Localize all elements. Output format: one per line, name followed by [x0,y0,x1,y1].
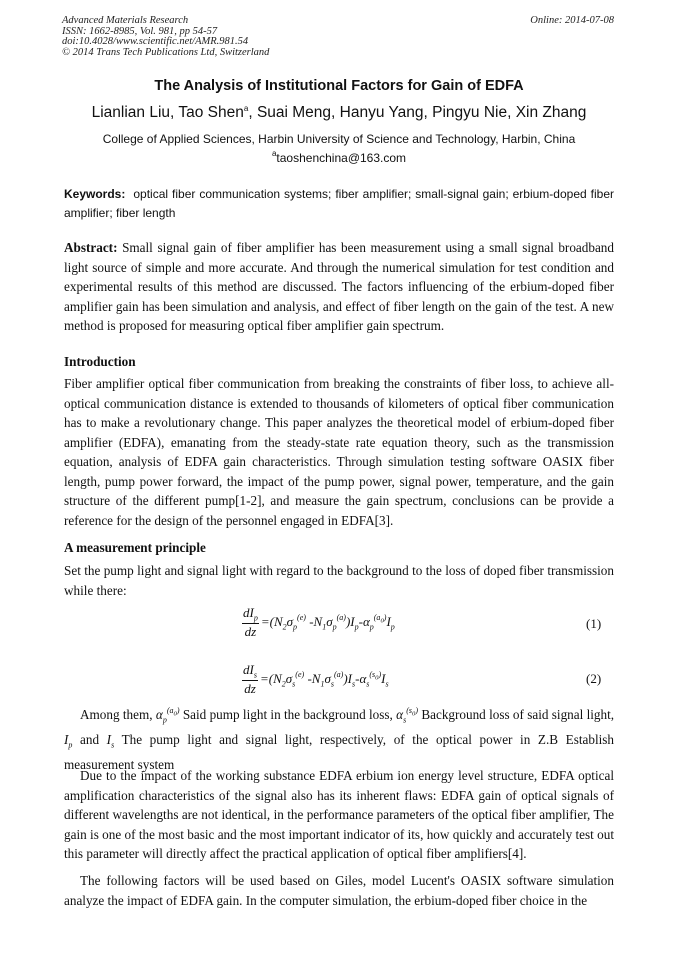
section-heading-introduction: Introduction [64,354,136,369]
keywords-text: optical fiber communication systems; fiber amplifier; small-signal gain; erbium-doped fiber amplifier; fiber length [64,187,614,220]
journal-name: Advanced Materials Research [62,15,189,26]
gain-flaws-paragraph: Due to the impact of the working substance EDFA erbium ion energy level structure, EDFA optical amplification characteristics of the signal also has its inherent flaws: EDFA gain of optical signals of different wavelengths are not identical, in the performance parameters of the optical fiber amplifier, The gain is one of the most basic and the most important indicator of its, how quickly and accurately test out this parameter will directly affect the practical application of optical fiber amplifiers[4]. [64,768,614,861]
among-and: and [80,732,100,748]
among-text-a: Among them, [80,707,153,722]
measurement-intro: Set the pump light and signal light with regard to the background to the loss of doped fiber transmission while there: [64,563,614,598]
alpha-s-symbol: $\alpha_s^{(s_0)}$ [396,706,418,725]
equation-1-number: (1) [586,616,602,631]
journal-issn: ISSN: 1662-8985, Vol. 981, pp 54-57 [62,25,218,37]
authors-part-1: Lianlian Liu, Tao Shen [91,104,244,121]
affiliation: College of Applied Sciences, Harbin University of Science and Technology, Harbin, China [102,132,576,146]
among-text-c: Background loss of said signal light, [421,707,615,722]
author-affil-mark: a [243,104,249,113]
introduction-paragraph: Fiber amplifier optical fiber communication from breaking the constraints of fiber loss, to achieve all-optical communication distance is extended to thousands of kilometers of optical fiber communication has to make a revolutionary change. This paper analyzes the theoretical model of erbium-doped fiber amplifier (EDFA), emanating from the steady-state rate equation theory, such as the transmission equation, analysis of EDFA gain characteristics. Through simulation testing software OASIX fiber length, pump power forward, the impact of the pump power, signal power, temperature, and the gain structure of the different pump[1-2], and measure the gain spectrum, conclusions can be provide a reference for the design of the personnel engaged in EDFA[3]. [64,376,614,528]
contact-email [0,151,678,165]
email-mark: a [271,149,277,158]
among-text-b: Said pump light in the background loss, [182,707,393,722]
journal-copyright: © 2014 Trans Tech Publications Ltd, Switzerland [62,46,270,58]
email-address: taoshenchina@163.com [276,151,407,165]
journal-header [62,16,269,58]
keywords-label: Keywords: [64,187,126,201]
abstract [64,238,614,336]
simulation-paragraph: The following factors will be used based on Giles, model Lucent's OASIX software simulation analyze the impact of EDFA gain. In the computer simulation, the erbium-doped fiber choice in the [64,873,614,908]
section-heading-measurement: A measurement principle [64,540,206,555]
paper-title: The Analysis of Institutional Factors for Gain of EDFA [154,78,524,94]
equation-explanation [64,705,614,775]
online-date: Online: 2014-07-08 [530,15,614,26]
is-symbol: $I_s$ [106,732,115,750]
equation-2-number: (2) [586,671,602,686]
equation-1: $\frac{dI_p}{dz}$ $=(N_2\sigma_p^{(e)}$ $-N_1\sigma_p^{(a)})I_p-\alpha_p^{(a_0)}I_p$ [243,605,395,639]
journal-doi: doi:10.4028/www.scientific.net/AMR.981.54 [62,36,249,48]
abstract-text: Small signal gain of fiber amplifier has been measurement using a small signal broadband light source of simple and more accurate. And through the numerical simulation for test condition and experimental results of this method are discussed. The factors influencing of the erbium-doped fiber amplifier gain has been simulation and analysis, and effect of fiber length on the gain of the test. A new method is proposed for measuring optical fiber amplifier gain spectrum. [64,240,614,333]
among-text-d: The pump light and signal light, respectively, of the optical power in Z.B Establish measurement system [64,732,615,773]
abstract-label: Abstract: [64,240,118,255]
ip-symbol: $I_p$ [64,732,73,750]
author-list [0,104,678,122]
keywords [64,185,614,223]
equation-2: $\frac{dI_s}{dz}$ $=(N_2\sigma_s^{(e)}$ $-N_1\sigma_s^{(a)})I_s-\alpha_s^{(s_0)}I_s$ [243,662,389,696]
alpha-p-symbol: $\alpha_p^{(a_0)}$ [155,706,180,725]
authors-part-2: , Suai Meng, Hanyu Yang, Pingyu Nie, Xin Zhang [248,104,587,121]
